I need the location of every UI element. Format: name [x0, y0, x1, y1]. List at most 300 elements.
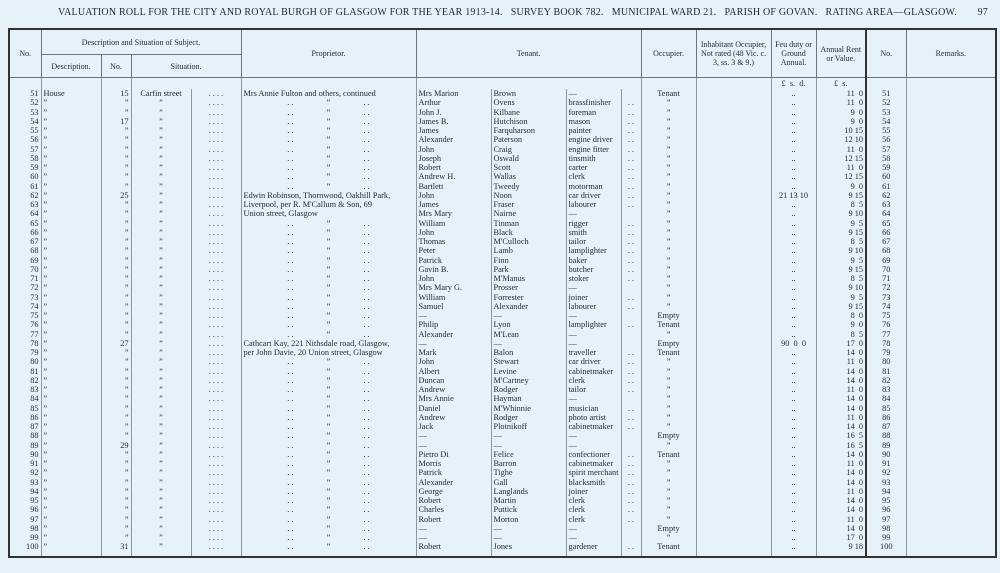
tenant-first-name: — — [416, 533, 491, 542]
occupier: ” — [641, 228, 696, 237]
situation: ” — [131, 450, 191, 459]
house-number: ” — [101, 533, 131, 542]
proprietor: . . ” . . — [241, 330, 416, 339]
dots: . . . . — [191, 394, 241, 403]
row-number: 90 — [9, 450, 41, 459]
tenant-surname: Lamb — [491, 246, 566, 255]
dots: . . . . — [191, 256, 241, 265]
col-description: Description. — [41, 55, 101, 78]
row-number-right: 70 — [866, 265, 906, 274]
situation: ” — [131, 339, 191, 348]
row-number: 76 — [9, 320, 41, 329]
occupier: ” — [641, 357, 696, 366]
page-number: 97 — [977, 7, 988, 18]
dots: . . . . — [191, 293, 241, 302]
remarks — [906, 126, 996, 135]
tenant-first-name: Andrew — [416, 385, 491, 394]
dots: . . . . — [191, 357, 241, 366]
house-number: ” — [101, 348, 131, 357]
row-number-right: 83 — [866, 385, 906, 394]
house-number: ” — [101, 182, 131, 191]
remarks — [906, 524, 996, 533]
inhabitant — [696, 145, 771, 154]
feu-duty: .. — [771, 320, 816, 329]
annual-rent: 14 0 — [816, 524, 866, 533]
occupier: Empty — [641, 311, 696, 320]
inhabitant — [696, 367, 771, 376]
tenant-surname: Martin — [491, 496, 566, 505]
tenant-surname: Wallas — [491, 172, 566, 181]
house-number: ” — [101, 108, 131, 117]
dots: . . . . — [191, 404, 241, 413]
table-row — [9, 237, 996, 246]
dots: . . . . — [191, 237, 241, 246]
dots: . . — [621, 117, 641, 126]
tenant-occupation: — — [566, 441, 621, 450]
dots: . . . . — [191, 283, 241, 292]
inhabitant — [696, 413, 771, 422]
proprietor: . . ” . . — [241, 441, 416, 450]
tenant-surname: Oswald — [491, 154, 566, 163]
proprietor: . . ” . . — [241, 524, 416, 533]
tenant-surname: Plotnikoff — [491, 422, 566, 431]
occupier: ” — [641, 209, 696, 218]
tenant-surname: Paterson — [491, 135, 566, 144]
row-number: 99 — [9, 533, 41, 542]
situation: ” — [131, 515, 191, 524]
description: ” — [41, 209, 101, 218]
description: ” — [41, 237, 101, 246]
remarks — [906, 182, 996, 191]
tenant-occupation: — — [566, 311, 621, 320]
dots: . . . . — [191, 265, 241, 274]
occupier: ” — [641, 126, 696, 135]
description: ” — [41, 422, 101, 431]
remarks — [906, 357, 996, 366]
description: ” — [41, 367, 101, 376]
occupier: ” — [641, 191, 696, 200]
feu-duty: .. — [771, 441, 816, 450]
row-number-right: 66 — [866, 228, 906, 237]
proprietor: . . ” . . — [241, 505, 416, 514]
col-situation: Situation. — [131, 55, 241, 78]
remarks — [906, 237, 996, 246]
annual-rent: 11 0 — [816, 515, 866, 524]
row-number-right: 95 — [866, 496, 906, 505]
tenant-surname: — — [491, 431, 566, 440]
inhabitant — [696, 293, 771, 302]
row-number-right: 51 — [866, 89, 906, 98]
row-number-right: 58 — [866, 154, 906, 163]
remarks — [906, 413, 996, 422]
table-row — [9, 191, 996, 200]
situation: ” — [131, 219, 191, 228]
tenant-surname: Rodger — [491, 385, 566, 394]
dots: . . . . — [191, 468, 241, 477]
col-tenant: Tenant. — [416, 29, 641, 78]
inhabitant — [696, 98, 771, 107]
feu-units: £ s. d. — [771, 78, 816, 90]
tenant-first-name: Bartlett — [416, 182, 491, 191]
description: ” — [41, 524, 101, 533]
annual-rent: 11 0 — [816, 385, 866, 394]
tenant-occupation: — — [566, 431, 621, 440]
dots: . . — [621, 468, 641, 477]
row-number-right: 82 — [866, 376, 906, 385]
description: ” — [41, 108, 101, 117]
row-number-right: 61 — [866, 182, 906, 191]
situation: ” — [131, 348, 191, 357]
tenant-occupation: — — [566, 339, 621, 348]
tenant-surname: Alexander — [491, 302, 566, 311]
row-number-right: 74 — [866, 302, 906, 311]
dots: . . — [621, 108, 641, 117]
tenant-occupation: engine driver — [566, 135, 621, 144]
annual-rent: 9 15 — [816, 302, 866, 311]
row-number-right: 73 — [866, 293, 906, 302]
tenant-first-name: Mrs Mary — [416, 209, 491, 218]
dots — [621, 533, 641, 542]
dots: . . — [621, 385, 641, 394]
description: ” — [41, 339, 101, 348]
house-number: ” — [101, 163, 131, 172]
tenant-first-name: John — [416, 145, 491, 154]
description: ” — [41, 200, 101, 209]
inhabitant — [696, 228, 771, 237]
description: ” — [41, 441, 101, 450]
proprietor: . . ” . . — [241, 135, 416, 144]
situation: ” — [131, 302, 191, 311]
row-number: 57 — [9, 145, 41, 154]
occupier: ” — [641, 478, 696, 487]
dots: . . . . — [191, 441, 241, 450]
proprietor: Cathcart Kay, 221 Nithsdale road, Glasgow, — [241, 339, 416, 348]
house-number: ” — [101, 357, 131, 366]
situation: ” — [131, 126, 191, 135]
col-proprietor: Proprietor. — [241, 29, 416, 78]
description: ” — [41, 265, 101, 274]
dots: . . — [621, 302, 641, 311]
annual-rent: 12 15 — [816, 154, 866, 163]
tenant-first-name: Peter — [416, 246, 491, 255]
feu-duty: 90 0 0 — [771, 339, 816, 348]
proprietor: . . ” . . — [241, 293, 416, 302]
tenant-surname: Langlands — [491, 487, 566, 496]
row-number: 60 — [9, 172, 41, 181]
table-row — [9, 172, 996, 181]
proprietor: . . ” . . — [241, 367, 416, 376]
occupier: ” — [641, 108, 696, 117]
house-number: ” — [101, 283, 131, 292]
description: ” — [41, 533, 101, 542]
row-number: 59 — [9, 163, 41, 172]
tenant-first-name: Duncan — [416, 376, 491, 385]
table-row — [9, 163, 996, 172]
description: ” — [41, 394, 101, 403]
house-number: ” — [101, 200, 131, 209]
dots — [621, 89, 641, 98]
house-number: ” — [101, 376, 131, 385]
tenant-occupation: stoker — [566, 274, 621, 283]
house-number: ” — [101, 293, 131, 302]
tenant-first-name: Jack — [416, 422, 491, 431]
proprietor: . . ” . . — [241, 376, 416, 385]
row-number: 95 — [9, 496, 41, 505]
row-number: 98 — [9, 524, 41, 533]
situation: ” — [131, 478, 191, 487]
description: ” — [41, 154, 101, 163]
feu-duty: .. — [771, 357, 816, 366]
remarks — [906, 311, 996, 320]
feu-duty: .. — [771, 496, 816, 505]
tenant-occupation: tailor — [566, 385, 621, 394]
situation: ” — [131, 320, 191, 329]
situation: ” — [131, 256, 191, 265]
row-number: 66 — [9, 228, 41, 237]
dots: . . . . — [191, 515, 241, 524]
feu-duty: .. — [771, 487, 816, 496]
situation: ” — [131, 357, 191, 366]
row-number-right: 94 — [866, 487, 906, 496]
proprietor: . . ” . . — [241, 108, 416, 117]
description: ” — [41, 404, 101, 413]
proprietor: . . ” . . — [241, 182, 416, 191]
feu-duty: .. — [771, 89, 816, 98]
tenant-first-name: Thomas — [416, 237, 491, 246]
situation: ” — [131, 108, 191, 117]
proprietor: . . ” . . — [241, 478, 416, 487]
feu-duty: .. — [771, 219, 816, 228]
remarks — [906, 385, 996, 394]
occupier: Tenant — [641, 320, 696, 329]
row-number-right: 91 — [866, 459, 906, 468]
inhabitant — [696, 274, 771, 283]
tenant-first-name: Arthur — [416, 98, 491, 107]
tenant-surname: Nairne — [491, 209, 566, 218]
row-number-right: 71 — [866, 274, 906, 283]
annual-rent: 11 0 — [816, 357, 866, 366]
dots: . . . . — [191, 348, 241, 357]
occupier: ” — [641, 256, 696, 265]
remarks — [906, 274, 996, 283]
inhabitant — [696, 311, 771, 320]
annual-rent: 11 0 — [816, 89, 866, 98]
dots: . . — [621, 320, 641, 329]
page-header — [58, 7, 993, 18]
dots: . . . . — [191, 542, 241, 556]
proprietor: . . ” . . — [241, 302, 416, 311]
situation: ” — [131, 209, 191, 218]
feu-duty: .. — [771, 209, 816, 218]
row-number-right: 64 — [866, 209, 906, 218]
dots: . . — [621, 450, 641, 459]
annual-rent: 14 0 — [816, 422, 866, 431]
situation: ” — [131, 441, 191, 450]
row-number: 55 — [9, 126, 41, 135]
dots: . . — [621, 200, 641, 209]
table-row — [9, 404, 996, 413]
dots: . . — [621, 487, 641, 496]
tenant-occupation: brassfinisher — [566, 98, 621, 107]
row-number-right: 77 — [866, 330, 906, 339]
inhabitant — [696, 283, 771, 292]
row-number-right: 65 — [866, 219, 906, 228]
inhabitant — [696, 450, 771, 459]
inhabitant — [696, 135, 771, 144]
occupier: ” — [641, 283, 696, 292]
row-number-right: 97 — [866, 515, 906, 524]
occupier: Empty — [641, 431, 696, 440]
annual-rent: 9 5 — [816, 256, 866, 265]
inhabitant — [696, 330, 771, 339]
row-number-right: 100 — [866, 542, 906, 556]
house-number: 31 — [101, 542, 131, 556]
house-number: 29 — [101, 441, 131, 450]
inhabitant — [696, 200, 771, 209]
house-number: ” — [101, 135, 131, 144]
inhabitant — [696, 431, 771, 440]
tenant-surname: Kilbane — [491, 108, 566, 117]
description: ” — [41, 385, 101, 394]
tenant-surname: — — [491, 524, 566, 533]
row-number-right: 56 — [866, 135, 906, 144]
annual-rent: 9 15 — [816, 228, 866, 237]
row-number-right: 84 — [866, 394, 906, 403]
situation: ” — [131, 487, 191, 496]
inhabitant — [696, 89, 771, 98]
tenant-first-name: George — [416, 487, 491, 496]
dots — [621, 330, 641, 339]
occupier: ” — [641, 172, 696, 181]
dots: . . — [621, 256, 641, 265]
dots: . . — [621, 228, 641, 237]
feu-duty: .. — [771, 274, 816, 283]
remarks — [906, 98, 996, 107]
table-row — [9, 441, 996, 450]
dots: . . — [621, 459, 641, 468]
tenant-first-name: Charles — [416, 505, 491, 514]
proprietor: . . ” . . — [241, 145, 416, 154]
feu-duty: .. — [771, 246, 816, 255]
inhabitant — [696, 265, 771, 274]
col-house-no: No. — [101, 55, 131, 78]
dots: . . . . — [191, 274, 241, 283]
feu-duty: .. — [771, 200, 816, 209]
table-row — [9, 108, 996, 117]
tenant-occupation: cabinetmaker — [566, 367, 621, 376]
remarks — [906, 533, 996, 542]
tenant-first-name: John — [416, 357, 491, 366]
row-number: 92 — [9, 468, 41, 477]
table-row — [9, 422, 996, 431]
situation: ” — [131, 135, 191, 144]
tenant-occupation: lamplighter — [566, 246, 621, 255]
tenant-surname: Craig — [491, 145, 566, 154]
house-number: ” — [101, 172, 131, 181]
occupier: Tenant — [641, 348, 696, 357]
tenant-occupation: lamplighter — [566, 320, 621, 329]
occupier: ” — [641, 237, 696, 246]
dots — [621, 283, 641, 292]
proprietor: . . ” . . — [241, 283, 416, 292]
remarks — [906, 348, 996, 357]
remarks — [906, 200, 996, 209]
tenant-surname: — — [491, 441, 566, 450]
annual-rent: 9 15 — [816, 265, 866, 274]
tenant-occupation: cabinetmaker — [566, 459, 621, 468]
table-row — [9, 450, 996, 459]
annual-rent: 8 5 — [816, 274, 866, 283]
inhabitant — [696, 246, 771, 255]
house-number: ” — [101, 98, 131, 107]
remarks — [906, 459, 996, 468]
description: ” — [41, 302, 101, 311]
row-number: 83 — [9, 385, 41, 394]
table-row — [9, 246, 996, 255]
dots: . . . . — [191, 385, 241, 394]
remarks — [906, 441, 996, 450]
row-number-right: 75 — [866, 311, 906, 320]
description: ” — [41, 293, 101, 302]
feu-duty: .. — [771, 348, 816, 357]
proprietor: . . ” . . — [241, 154, 416, 163]
dots: . . . . — [191, 478, 241, 487]
row-number: 63 — [9, 200, 41, 209]
occupier: ” — [641, 330, 696, 339]
occupier: ” — [641, 219, 696, 228]
col-no: No. — [9, 29, 41, 78]
tenant-first-name: Daniel — [416, 404, 491, 413]
house-number: ” — [101, 145, 131, 154]
remarks — [906, 228, 996, 237]
description: ” — [41, 117, 101, 126]
occupier: ” — [641, 515, 696, 524]
house-number: ” — [101, 367, 131, 376]
annual-rent: 16 5 — [816, 441, 866, 450]
house-number: ” — [101, 385, 131, 394]
tenant-first-name: James B. — [416, 117, 491, 126]
tenant-first-name: John — [416, 274, 491, 283]
annual-rent: 9 5 — [816, 219, 866, 228]
house-number: 17 — [101, 117, 131, 126]
row-number-right: 76 — [866, 320, 906, 329]
dots: . . . . — [191, 459, 241, 468]
inhabitant — [696, 256, 771, 265]
tenant-occupation: — — [566, 283, 621, 292]
tenant-surname: Ovens — [491, 98, 566, 107]
house-number: ” — [101, 302, 131, 311]
proprietor: . . ” . . — [241, 274, 416, 283]
inhabitant — [696, 487, 771, 496]
table-row — [9, 320, 996, 329]
dots: . . . . — [191, 311, 241, 320]
occupier: ” — [641, 376, 696, 385]
tenant-first-name: John — [416, 191, 491, 200]
row-number: 70 — [9, 265, 41, 274]
row-number: 91 — [9, 459, 41, 468]
roll-title: VALUATION ROLL FOR THE CITY AND ROYAL BURGH OF GLASGOW FOR THE YEAR 1913-14. SURVEY BOOK 782. MUNICIPAL WARD 21. PARISH OF GOVAN. RATING AREA—GLASGOW. — [58, 7, 957, 18]
proprietor: Union street, Glasgow — [241, 209, 416, 218]
row-number-right: 59 — [866, 163, 906, 172]
row-number: 81 — [9, 367, 41, 376]
annual-rent: 14 0 — [816, 394, 866, 403]
feu-duty: .. — [771, 330, 816, 339]
situation: ” — [131, 330, 191, 339]
tenant-occupation: baker — [566, 256, 621, 265]
dots: . . . . — [191, 246, 241, 255]
remarks — [906, 89, 996, 98]
dots: . . . . — [191, 209, 241, 218]
